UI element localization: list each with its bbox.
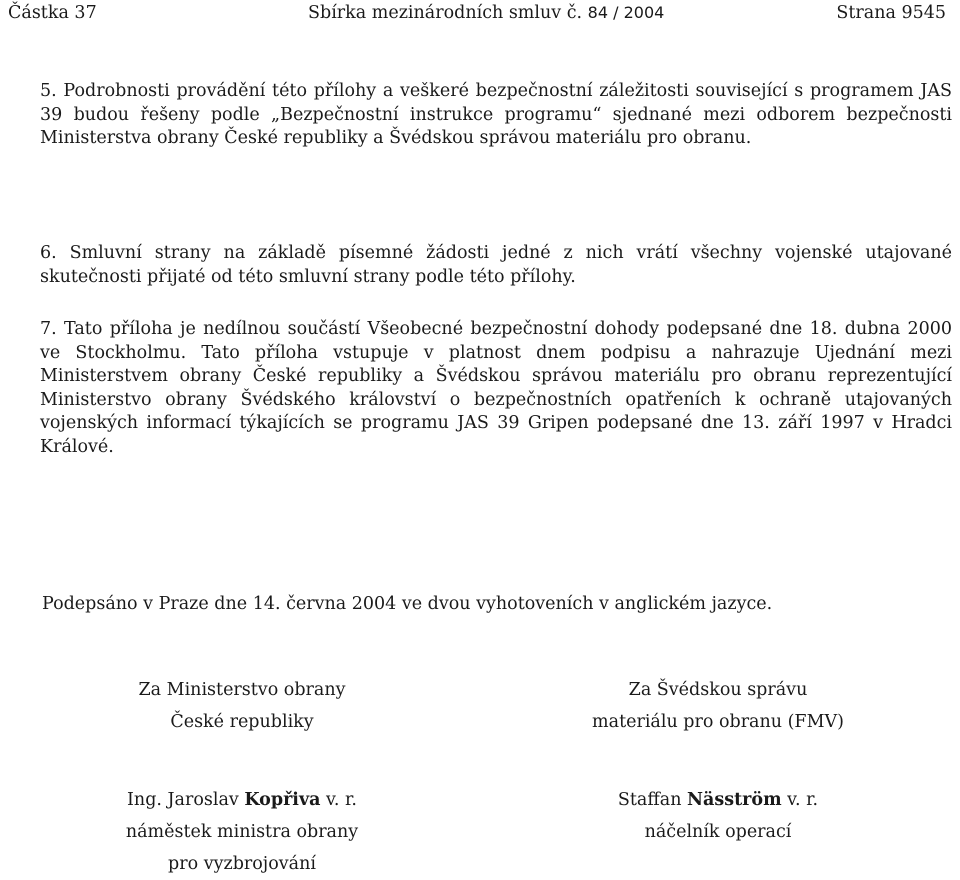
signatory-surname: Näsström: [687, 790, 782, 810]
header-collection: [308, 3, 664, 23]
signatory-suffix: v. r.: [320, 790, 357, 810]
party-line: Za Ministerstvo obrany: [138, 680, 346, 700]
signatory-name-line: [508, 784, 928, 816]
header-collection-number: 84 / 2004: [587, 3, 665, 22]
party-line: České republiky: [170, 712, 314, 732]
signatory-role: náčelník operací: [644, 822, 792, 842]
signatory-right-signature: [508, 784, 928, 848]
header-page-number: Strana 9545: [836, 3, 946, 23]
header-collection-title: Sbírka mezinárodních smluv č.: [308, 3, 583, 23]
paragraph-5: [8, 80, 952, 151]
paragraph-7-text: 7. Tato příloha je nedílnou součástí Všeobecné bezpečnostní dohody podepsané dne 18. dubna 2000 ve Stockholmu. Tato příloha vstupuje v platnost dnem podpisu a nahrazuje Ujednání mezi Ministerstvem obrany České republiky a Švédskou správou materiálu pro obranu reprezentující Ministerstvo obrany Švédského království o bezpečnostních opatřeních k ochraně utajovaných vojenských informací týkajících se programu JAS 39 Gripen podepsané dne 13. září 1997 v Hradci Králové.: [40, 319, 952, 457]
paragraph-6-text: 6. Smluvní strany na základě písemné žádosti jedné z nich vrátí všechny vojenské utajované skutečnosti přijaté od této smluvní strany podle této přílohy.: [40, 243, 952, 287]
signatory-suffix: v. r.: [781, 790, 819, 810]
paragraph-6: [8, 242, 952, 289]
signing-statement: Podepsáno v Praze dne 14. června 2004 ve dvou vyhotoveních v anglickém jazyce.: [42, 594, 773, 614]
page-header: [8, 3, 946, 27]
paragraph-7: [8, 318, 952, 459]
party-line: materiálu pro obranu (FMV): [592, 712, 844, 732]
signatory-role: náměstek ministra obrany: [125, 822, 359, 842]
signatory-title: Staffan: [617, 790, 688, 810]
signatory-surname: Kopřiva: [244, 790, 321, 810]
party-line: Za Švédskou správu: [628, 680, 808, 700]
signatory-role: pro vyzbrojování: [168, 854, 316, 874]
signatory-left-party: [32, 674, 452, 738]
signatory-left-signature: [32, 784, 452, 880]
signatory-title: Ing. Jaroslav: [127, 790, 245, 810]
signatory-name-line: [32, 784, 452, 816]
signatory-right-party: [508, 674, 928, 738]
header-part: Částka 37: [8, 3, 97, 23]
paragraph-5-text: 5. Podrobnosti provádění této přílohy a veškeré bezpečnostní záležitosti související s programem JAS 39 budou řešeny podle „Bezpečnostní instrukce programu“ sjednané mezi odborem bezpečnosti Ministerstva obrany České republiky a Švédskou správou materiálu pro obranu.: [40, 81, 952, 148]
